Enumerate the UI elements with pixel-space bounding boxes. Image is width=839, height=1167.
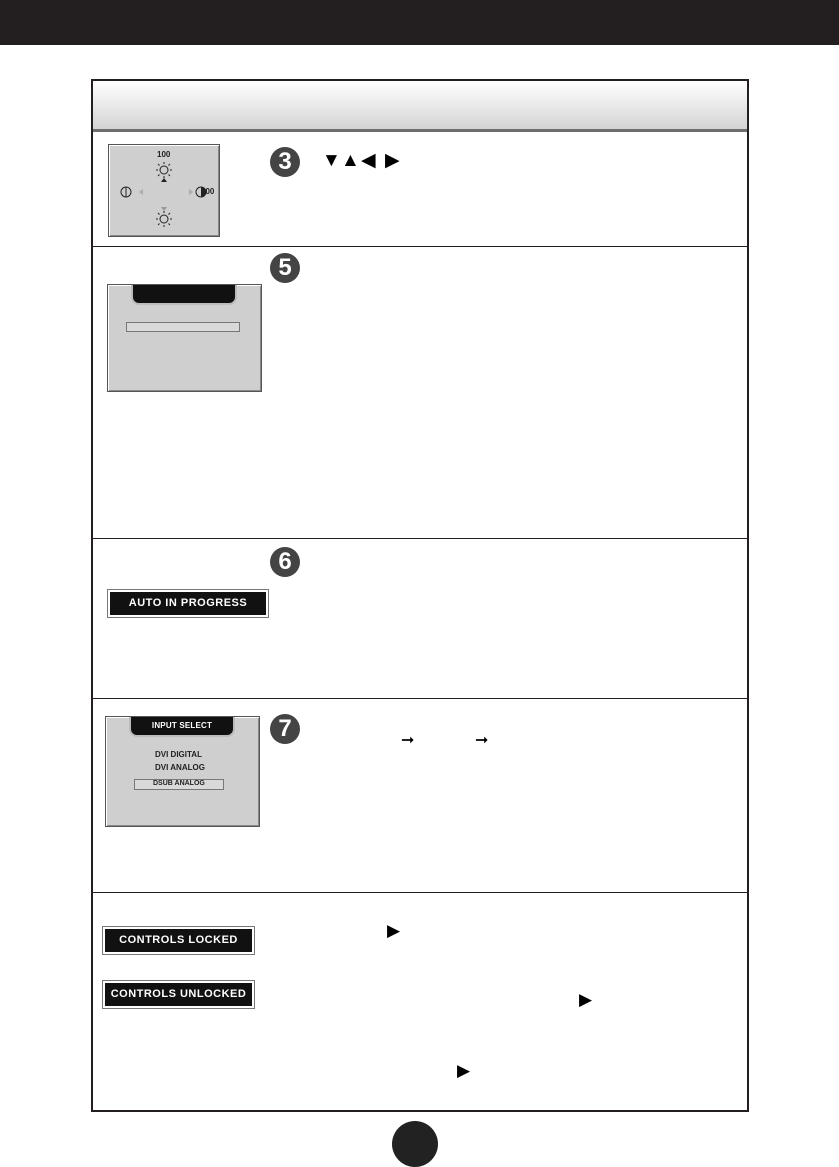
arrow-right-icon: ➞ — [475, 732, 489, 749]
sun-icon — [156, 162, 172, 178]
input-option-dvi-analog: DVI ANALOG — [155, 763, 205, 772]
right-triangle-icon — [189, 189, 193, 195]
input-option-dvi-digital: DVI DIGITAL — [155, 750, 202, 759]
sun-icon — [156, 211, 172, 227]
brightness-contrast-osd — [108, 144, 220, 237]
reset-osd-panel — [107, 284, 262, 392]
contrast-value: 100 — [201, 187, 215, 196]
arrow-right-icon: ➞ — [401, 732, 415, 749]
step-6-number: 6 — [270, 547, 300, 577]
input-option-dsub-analog: DSUB ANALOG — [153, 780, 205, 787]
step-7-number: 7 — [270, 714, 300, 744]
osd-title-tab — [131, 285, 237, 305]
left-triangle-icon — [139, 189, 143, 195]
brightness-value: 100 — [157, 150, 171, 159]
osd-highlight-bar — [126, 322, 240, 332]
row-divider — [93, 892, 747, 893]
table-header — [93, 81, 747, 132]
row-divider — [93, 538, 747, 539]
contrast-icon — [121, 187, 131, 197]
left-arrow-icon: ◀ — [361, 150, 376, 171]
input-select-osd — [105, 716, 260, 827]
auto-in-progress-badge: AUTO IN PROGRESS — [110, 592, 266, 615]
top-header-bar — [0, 0, 839, 45]
right-arrow-icon: ▶ — [457, 1061, 471, 1080]
row-divider — [93, 246, 747, 247]
right-arrow-icon: ▶ — [387, 921, 401, 940]
down-triangle-icon — [161, 207, 167, 211]
up-triangle-icon — [161, 178, 167, 182]
row-divider — [93, 698, 747, 699]
down-arrow-icon: ▼ — [322, 150, 341, 171]
step-3-number: 3 — [270, 147, 300, 177]
step-5-number: 5 — [270, 253, 300, 283]
right-arrow-icon: ▶ — [385, 150, 400, 171]
controls-locked-badge: CONTROLS LOCKED — [105, 929, 252, 952]
up-arrow-icon: ▲ — [341, 150, 360, 171]
instruction-table — [91, 79, 749, 1112]
page-number-dot — [392, 1121, 438, 1167]
osd-title-tab: INPUT SELECT — [129, 717, 235, 737]
controls-unlocked-badge: CONTROLS UNLOCKED — [105, 983, 252, 1006]
right-arrow-icon: ▶ — [579, 990, 593, 1009]
